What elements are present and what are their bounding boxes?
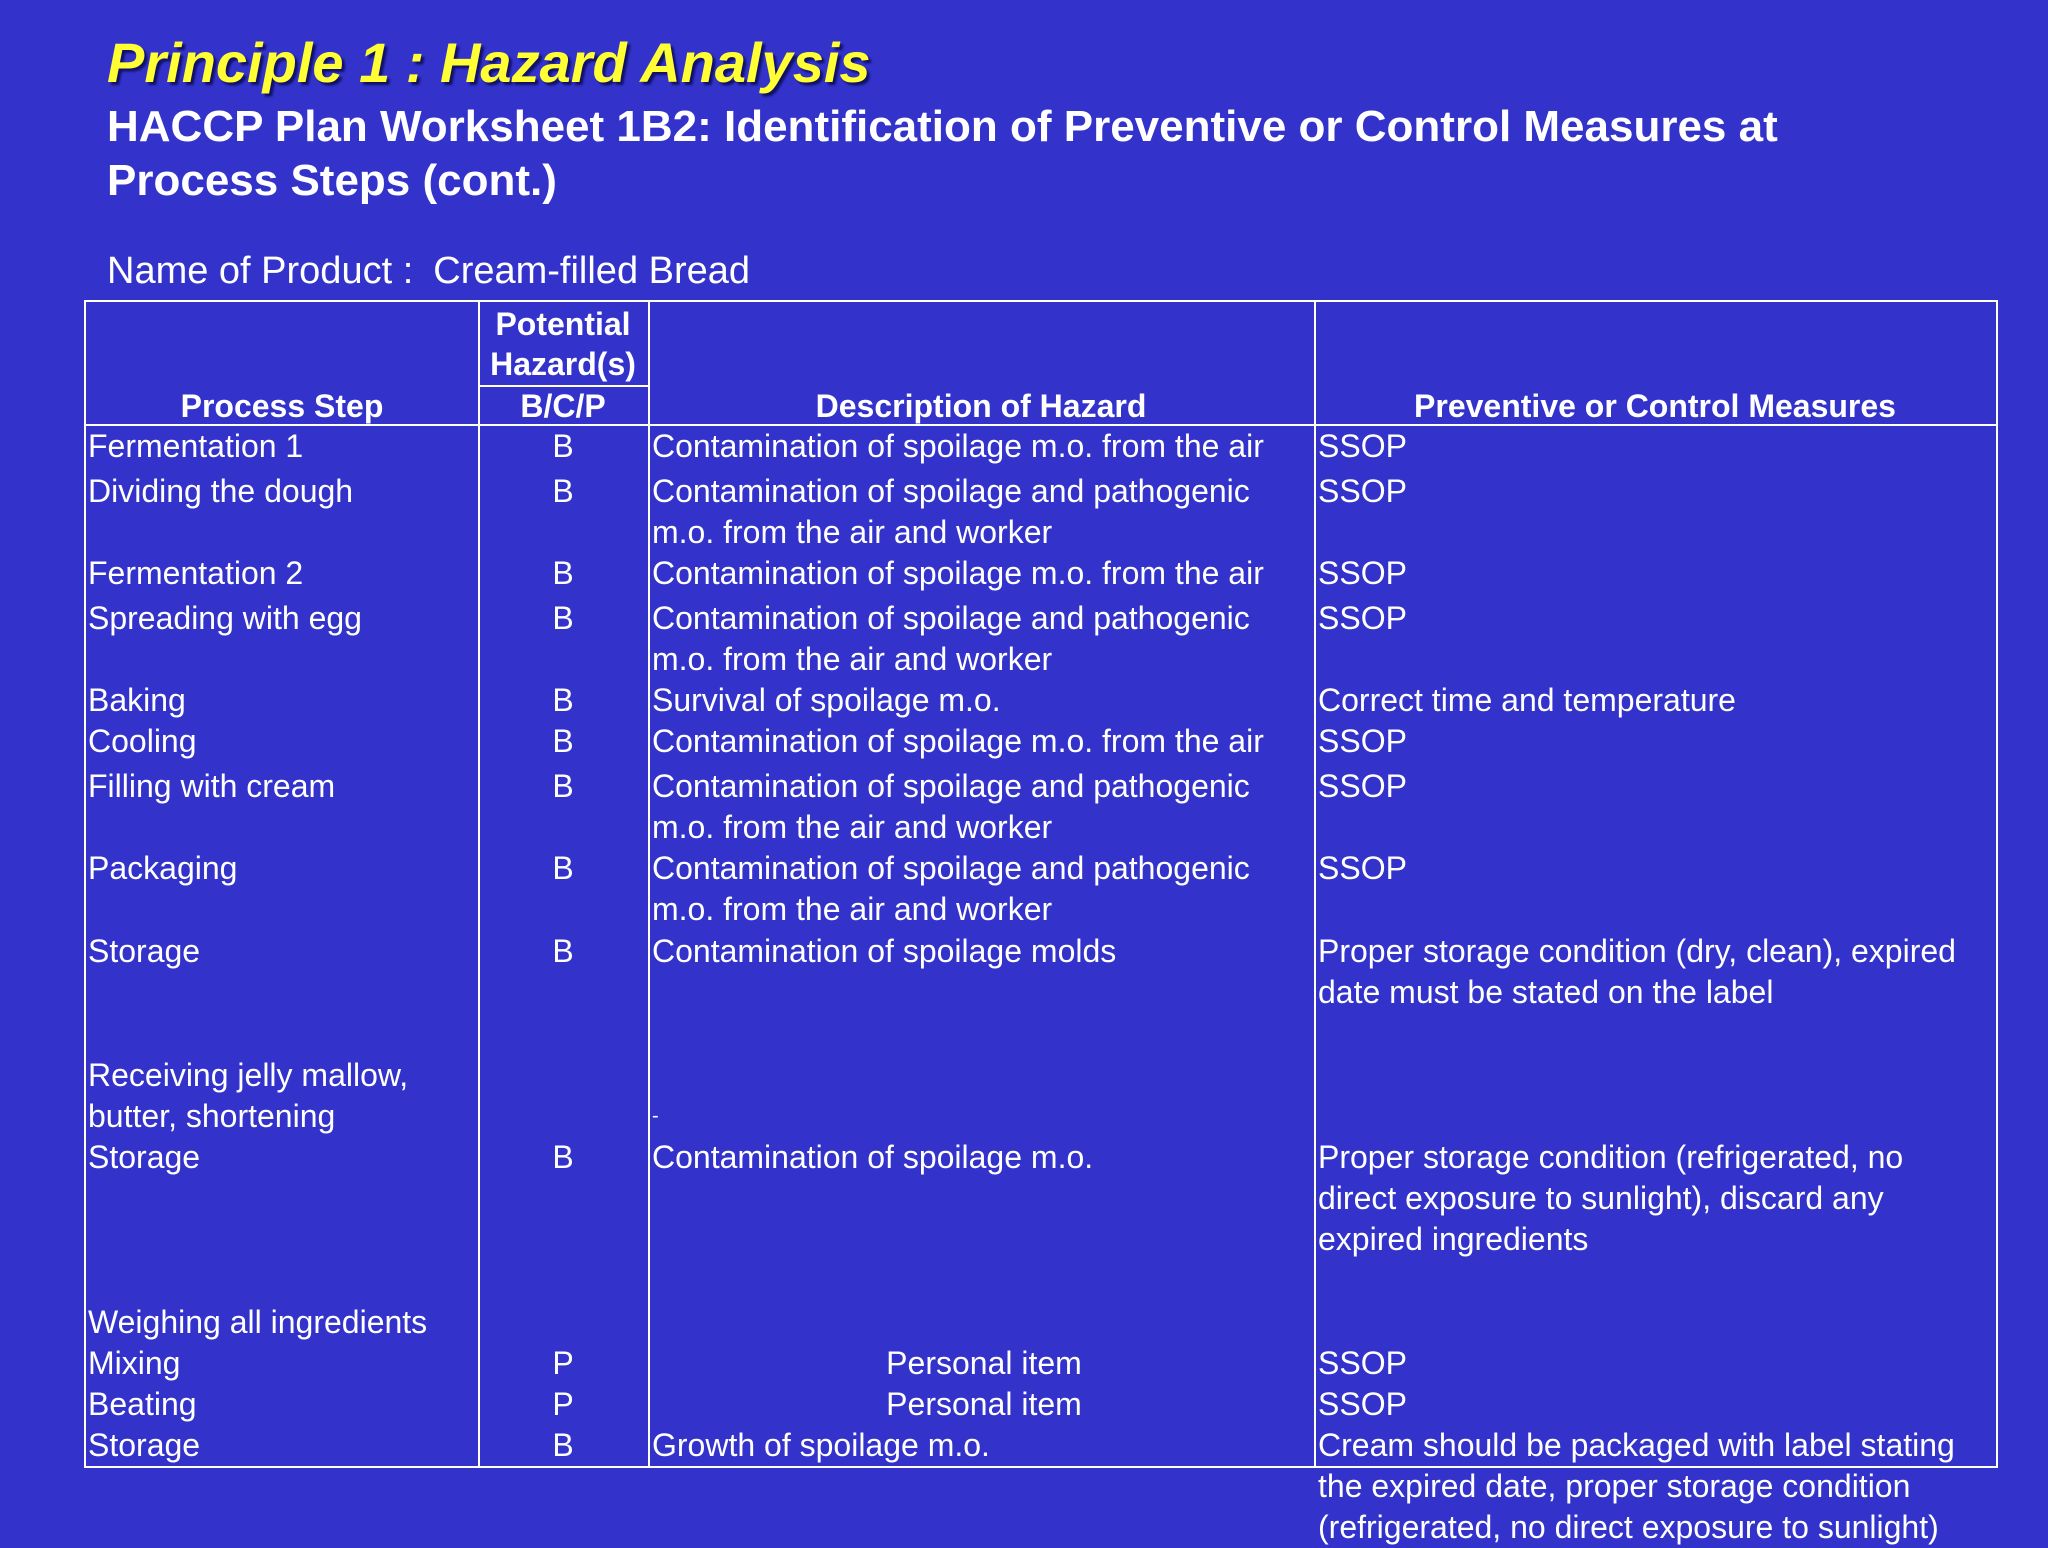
hazard-description-cell: Contamination of spoilage m.o. from the air [652, 555, 1264, 591]
control-measure-cell: Cream should be packaged with label stating [1318, 1427, 1955, 1463]
header-measures: Preventive or Control Measures [1414, 388, 1896, 424]
hazard-type-cell: B [552, 473, 574, 509]
process-step-cell: butter, shortening [88, 1098, 336, 1134]
control-measure-cell: SSOP [1318, 473, 1407, 509]
slide-subtitle: HACCP Plan Worksheet 1B2: Identification of Preventive or Control Measures at Process Steps (cont.) [107, 102, 1778, 205]
process-step-cell: Packaging [88, 850, 238, 886]
hazard-type-cell: B [552, 555, 574, 591]
control-measure-cell: SSOP [1318, 555, 1407, 591]
hazard-description-cell: Contamination of spoilage m.o. from the air [652, 428, 1264, 464]
control-measure-cell: Proper storage condition (dry, clean), expired [1318, 933, 1956, 969]
process-step-cell: Storage [88, 933, 201, 969]
slide-title: Principle 1 : Hazard Analysis [107, 31, 871, 94]
control-measure-cell: Proper storage condition (refrigerated, no [1318, 1139, 1904, 1175]
hazard-description-cell: Contamination of spoilage molds [652, 933, 1117, 969]
header-bcp: B/C/P [520, 388, 606, 424]
process-step-cell: Fermentation 1 [88, 428, 304, 464]
control-measure-cell: the expired date, proper storage condition [1318, 1468, 1911, 1504]
hazard-type-cell: B [552, 1139, 574, 1175]
control-measure-cell: SSOP [1318, 768, 1407, 804]
process-step-cell: Fermentation 2 [88, 555, 304, 591]
product-line [107, 250, 750, 293]
hazard-type-cell: B [552, 933, 574, 969]
hazard-worksheet-table [84, 300, 1998, 1545]
control-measure-cell: expired ingredients [1318, 1221, 1589, 1257]
hazard-description-cell: Survival of spoilage m.o. [652, 682, 1001, 718]
hazard-description-cell: Contamination of spoilage m.o. from the air [652, 723, 1264, 759]
header-potential-hazards: Potential Hazard(s) [490, 306, 636, 382]
hazard-type-cell: P [552, 1345, 574, 1381]
control-measure-cell: Correct time and temperature [1318, 682, 1736, 718]
control-measure-cell: (refrigerated, no direct exposure to sunlight) [1318, 1509, 1939, 1545]
process-step-cell: Receiving jelly mallow, [88, 1057, 409, 1093]
hazard-type-cell: B [552, 850, 574, 886]
hazard-description-cell: m.o. from the air and worker [652, 641, 1053, 677]
hazard-description-cell: Contamination of spoilage and pathogenic [652, 600, 1250, 636]
process-step-cell: Cooling [88, 723, 197, 759]
hazard-type-cell: B [552, 723, 574, 759]
control-measure-cell: SSOP [1318, 428, 1407, 464]
process-step-cell: Storage [88, 1427, 201, 1463]
hazard-description-cell: - [652, 1105, 659, 1127]
header-process-step: Process Step [180, 388, 384, 424]
hazard-type-cell: B [552, 600, 574, 636]
hazard-description-cell: Personal item [886, 1345, 1082, 1381]
product-value: Cream-filled Bread [433, 250, 751, 292]
hazard-type-cell: B [552, 428, 574, 464]
hazard-description-cell: m.o. from the air and worker [652, 809, 1053, 845]
header-description: Description of Hazard [815, 388, 1147, 424]
process-step-cell: Mixing [88, 1345, 181, 1381]
control-measure-cell: SSOP [1318, 850, 1407, 886]
hazard-description-cell: Contamination of spoilage m.o. [652, 1139, 1094, 1175]
hazard-type-cell: P [552, 1386, 574, 1422]
hazard-type-cell: B [552, 1427, 574, 1463]
column-divider [1314, 302, 1316, 1466]
hazard-description-cell: m.o. from the air and worker [652, 514, 1053, 550]
hazard-description-cell: Growth of spoilage m.o. [652, 1427, 990, 1463]
process-step-cell: Filling with cream [88, 768, 336, 804]
hazard-description-cell: Personal item [886, 1386, 1082, 1422]
hazard-type-cell: B [552, 682, 574, 718]
control-measure-cell: SSOP [1318, 600, 1407, 636]
process-step-cell: Weighing all ingredients [88, 1304, 428, 1340]
control-measure-cell: date must be stated on the label [1318, 974, 1774, 1010]
control-measure-cell: SSOP [1318, 1386, 1407, 1422]
process-step-cell: Dividing the dough [88, 473, 354, 509]
process-step-cell: Spreading with egg [88, 600, 362, 636]
hazard-description-cell: Contamination of spoilage and pathogenic [652, 768, 1250, 804]
hazard-description-cell: Contamination of spoilage and pathogenic [652, 850, 1250, 886]
process-step-cell: Baking [88, 682, 186, 718]
control-measure-cell: SSOP [1318, 1345, 1407, 1381]
control-measure-cell: direct exposure to sunlight), discard any [1318, 1180, 1884, 1216]
control-measure-cell: SSOP [1318, 723, 1407, 759]
process-step-cell: Storage [88, 1139, 201, 1175]
product-label: Name of Product : [107, 250, 414, 292]
process-step-cell: Beating [88, 1386, 197, 1422]
hazard-description-cell: Contamination of spoilage and pathogenic [652, 473, 1250, 509]
hazard-description-cell: m.o. from the air and worker [652, 891, 1053, 927]
column-divider [648, 302, 650, 1466]
hazard-type-cell: B [552, 768, 574, 804]
